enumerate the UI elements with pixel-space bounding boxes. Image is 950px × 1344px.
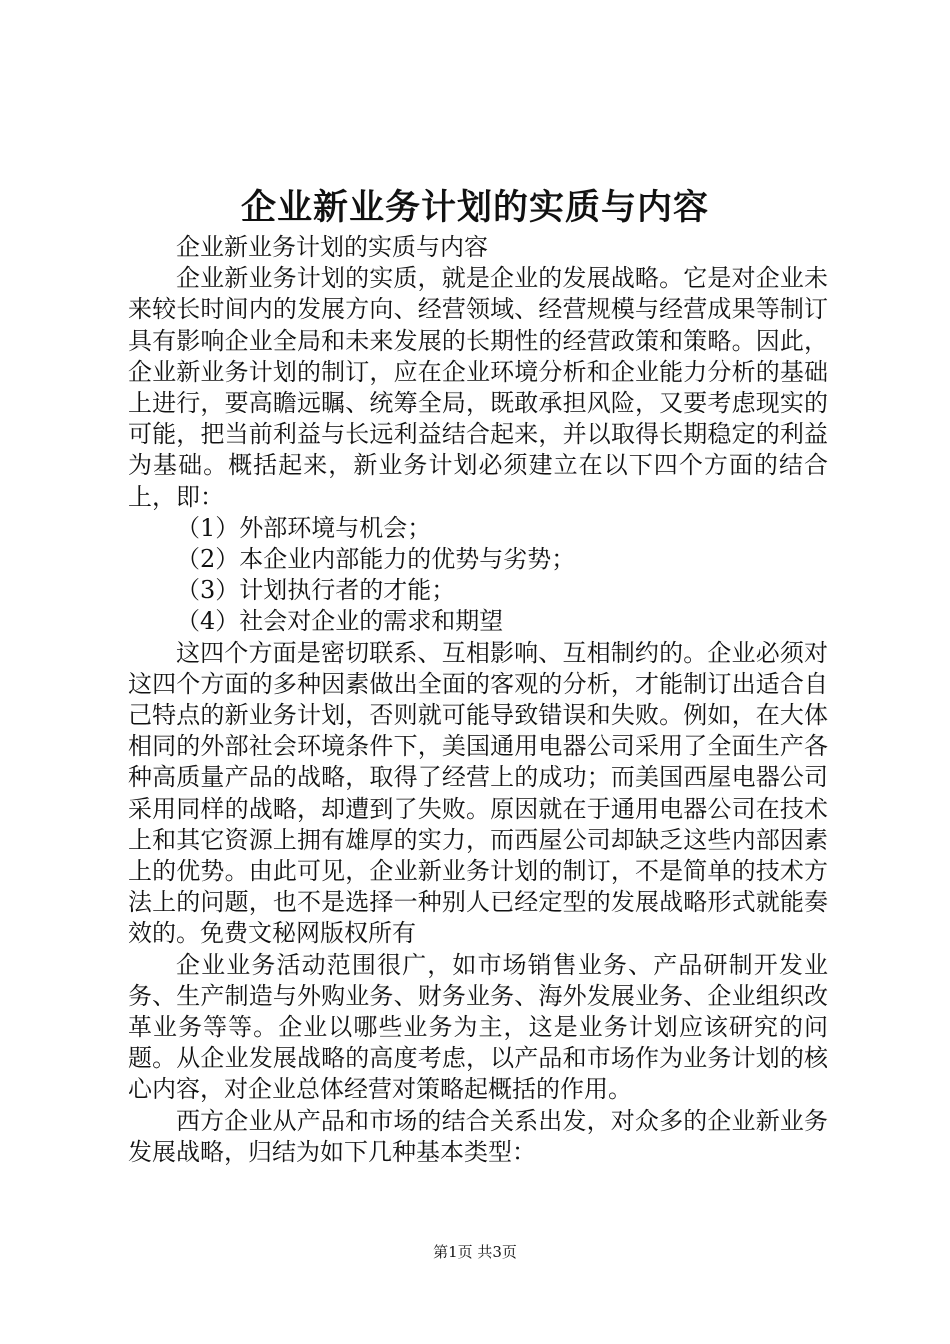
paragraph-example: 这四个方面是密切联系、互相影响、互相制约的。企业必须对这四个方面的多种因素做出全面的客观的分析，才能制订出适合自己特点的新业务计划，否则就可能导致错误和失败。例如，在大体相同的外部社会环境条件下，美国通用电器公司采用了全面生产各种高质量产品的战略，取得了经营上的成功；而美国西屋电器公司采用同样的战略，却遭到了失败。原因就在于通用电器公司在技术上和其它资源上拥有雄厚的实力，而西屋公司却缺乏这些内部因素上的优势。由此可见，企业新业务计划的制订，不是简单的技术方法上的问题，也不是选择一种别人已经定型的发展战略形式就能奏效的。免费文秘网版权所有 <box>128 638 828 948</box>
list-item-4: （4）社会对企业的需求和期望 <box>176 607 504 636</box>
list-item-1: （1）外部环境与机会； <box>176 513 432 542</box>
list-item-2: （2）本企业内部能力的优势与劣势； <box>176 545 576 574</box>
page-footer: 第1页 共3页 <box>433 1243 517 1261</box>
list-item-3: （3）计划执行者的才能； <box>176 576 456 605</box>
paragraph-essence: 企业新业务计划的实质，就是企业的发展战略。它是对企业未来较长时间内的发展方向、经营领域、经营规模与经营成果等制订具有影响企业全局和未来发展的长期性的经营政策和策略。因此，企业新业务计划的制订，应在企业环境分析和企业能力分析的基础上进行，要高瞻远瞩、统筹全局，既敢承担风险，又要考虑现实的可能，把当前利益与长远利益结合起来，并以取得长期稳定的利益为基础。概括起来，新业务计划必须建立在以下四个方面的结合上，即： <box>128 264 828 511</box>
document-title: 企业新业务计划的实质与内容 <box>240 188 709 228</box>
paragraph-subtitle: 企业新业务计划的实质与内容 <box>176 233 488 261</box>
paragraph-business-scope: 企业业务活动范围很广，如市场销售业务、产品研制开发业务、生产制造与外购业务、财务业务、海外发展业务、企业组织改革业务等等。企业以哪些业务为主，这是业务计划应该研究的问题。从企业发展战略的高度考虑，以产品和市场作为业务计划的核心内容，对企业总体经营对策略起概括的作用。 <box>128 950 828 1104</box>
document-body <box>128 232 828 1168</box>
paragraph-strategy-types: 西方企业从产品和市场的结合关系出发，对众多的企业新业务发展战略，归结为如下几种基本类型： <box>128 1106 828 1166</box>
